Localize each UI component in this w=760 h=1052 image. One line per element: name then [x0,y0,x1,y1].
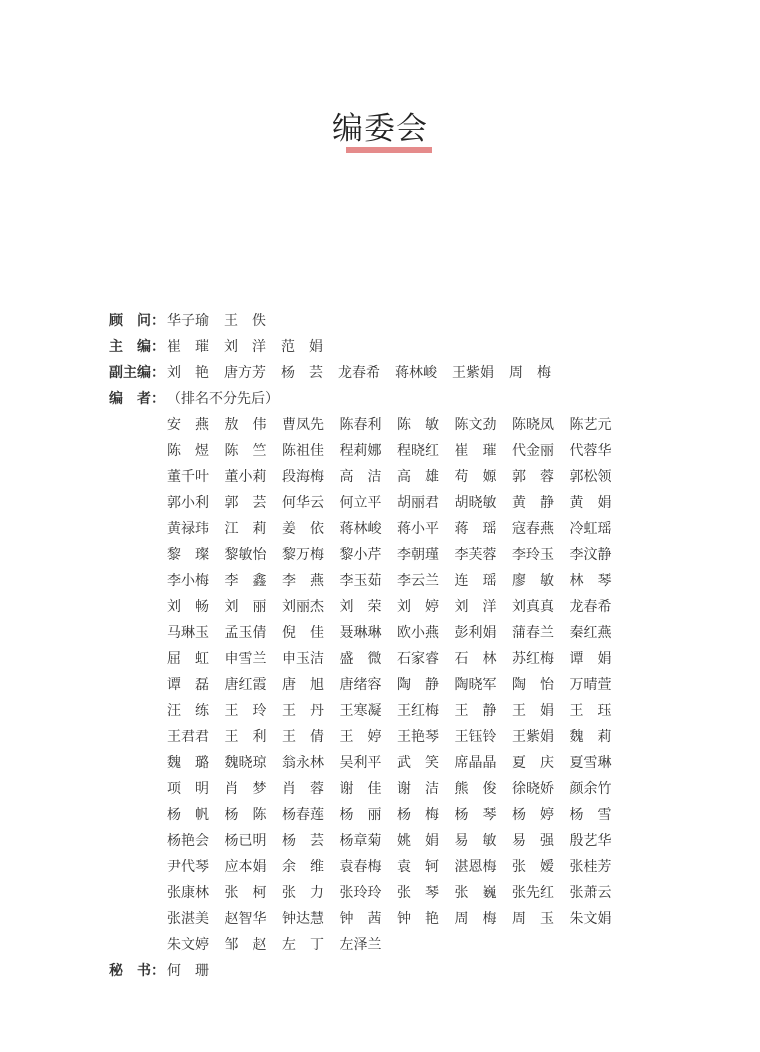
editor-name: 王 玲 [224,703,267,719]
role-row-chief-editor [109,334,629,360]
editor-name: 林 琴 [569,573,612,589]
editor-name: 李 燕 [282,573,324,589]
editor-name: 魏 璐 [167,755,209,771]
editor-name: 夏雪琳 [569,755,612,771]
editor-name: 杨 琴 [454,807,497,823]
editor-name: 寇春燕 [512,521,554,537]
editor-name: 张湛美 [167,911,209,927]
editor-name: 苏红梅 [512,651,554,667]
editors-grid [167,412,629,958]
person-name: 周 梅 [509,365,551,381]
editor-name: 刘真真 [512,599,554,615]
editor-name: 李芙蓉 [454,547,497,563]
editor-name: 张桂芳 [569,859,612,875]
editor-name: 熊 俊 [454,781,497,797]
editor-name: 刘 洋 [454,599,497,615]
editor-name: 邹 赵 [224,937,267,953]
editor-name: 王 珏 [569,703,612,719]
editor-name: 郭松领 [569,469,612,485]
editor-name: 尹代琴 [167,859,209,875]
editor-name: 王寒凝 [339,703,382,719]
role-names [167,308,281,334]
editor-name: 黎小芹 [339,547,382,563]
editor-name: 张先红 [512,885,554,901]
editor-name: 黄 娟 [569,495,612,511]
editor-name: 龙春希 [569,599,612,615]
editor-name: 江 莉 [224,521,267,537]
editor-name: 石家睿 [397,651,439,667]
editor-name: 钟 茜 [339,911,382,927]
role-row-secretary [109,958,629,984]
editor-name: 张 柯 [224,885,267,901]
role-row-advisor [109,308,629,334]
editor-name: 王 利 [224,729,267,745]
person-name: 王紫娟 [452,365,494,381]
editor-name: 杨章菊 [339,833,382,849]
editor-name: 郭 芸 [224,495,267,511]
editor-name: 蒋林峻 [339,521,382,537]
editor-name: 陈文劲 [454,417,497,433]
editor-name: 陶 怡 [512,677,554,693]
editor-name: 钟达慧 [282,911,324,927]
editor-name: 张玲玲 [339,885,382,901]
role-label: 编 者： [109,391,165,407]
editor-name: 杨 帆 [167,807,209,823]
editor-name: 何立平 [339,495,382,511]
editor-name: 杨 梅 [397,807,439,823]
editor-name: 王紫娟 [512,729,554,745]
editor-name: 申玉洁 [282,651,324,667]
editor-name: 王 静 [454,703,497,719]
editor-name: 胡丽君 [397,495,439,511]
editor-name: 张康林 [167,885,209,901]
editor-name: 敖 伟 [224,417,267,433]
editor-name: 夏 庆 [512,755,554,771]
editor-name: 杨已明 [224,833,267,849]
editor-name: 陶晓军 [454,677,497,693]
editor-name: 周 玉 [512,911,554,927]
editor-name: 段海梅 [282,469,324,485]
editor-name: 高 洁 [339,469,382,485]
editor-name: 颜余竹 [569,781,612,797]
editor-name: 易 强 [512,833,554,849]
role-label: 秘 书： [109,963,165,979]
editor-name: 陈晓凤 [512,417,554,433]
person-name: 唐方芳 [224,365,266,381]
editor-name: 席晶晶 [454,755,497,771]
editor-name: 张 嫒 [512,859,554,875]
person-name: 华子瑜 [167,313,209,329]
editor-name: 张 力 [282,885,324,901]
person-name: 刘 艳 [167,365,209,381]
editor-name: 朱文娟 [569,911,612,927]
editor-name: 苟 嫄 [454,469,497,485]
person-name: 王 佚 [224,313,266,329]
editor-name: 李玉茹 [339,573,382,589]
editor-name: 姜 依 [282,521,324,537]
editor-name: 高 雄 [397,469,439,485]
editor-name: 代金丽 [512,443,554,459]
editor-name: 张 琴 [397,885,439,901]
editor-name: 袁 轲 [397,859,439,875]
editor-name: 汪 练 [167,703,209,719]
editor-name: 廖 敏 [512,573,554,589]
editor-name: 蒋 瑶 [454,521,497,537]
committee-list [109,308,629,984]
editor-name: 盛 微 [339,651,382,667]
editor-name: 曹凤先 [282,417,324,433]
editor-name: 李玲玉 [512,547,554,563]
person-name: 杨 芸 [281,365,323,381]
editor-name: 万晴萱 [569,677,612,693]
editor-name: 谢 洁 [397,781,439,797]
editor-name: 连 瑶 [454,573,497,589]
editor-name: 黄 静 [512,495,554,511]
editor-name: 张 巍 [454,885,497,901]
role-names [167,360,566,386]
editor-name: 秦红燕 [569,625,612,641]
editor-name: 朱文婷 [167,937,209,953]
role-label: 主 编： [109,339,165,355]
editor-name: 蒋小平 [397,521,439,537]
editor-name: 欧小燕 [397,625,439,641]
role-row-editors [109,386,629,412]
editor-name: 王钰铃 [454,729,497,745]
editor-name: 唐绪容 [339,677,382,693]
editor-name: 刘 婷 [397,599,439,615]
editor-name: 杨 丽 [339,807,382,823]
person-name: 龙春希 [338,365,380,381]
editor-name: 唐红霞 [224,677,267,693]
editor-name: 王 丹 [282,703,324,719]
editor-name: 屈 虹 [167,651,209,667]
editor-name: 陈 竺 [224,443,267,459]
editor-name: 刘 畅 [167,599,209,615]
editor-name: 钟 艳 [397,911,439,927]
editor-name: 陶 静 [397,677,439,693]
editor-name: 肖 蓉 [282,781,324,797]
editor-name: 王 娟 [512,703,554,719]
editor-name: 黎敏怡 [224,547,267,563]
editor-name: 石 林 [454,651,497,667]
editor-name: 陈艺元 [569,417,612,433]
editor-name: 黎万梅 [282,547,324,563]
editor-name: 余 维 [282,859,324,875]
editor-name: 王红梅 [397,703,439,719]
editor-name: 杨 陈 [224,807,267,823]
editor-name: 蒲春兰 [512,625,554,641]
person-name: 范 娟 [281,339,323,355]
editor-name: 董千叶 [167,469,209,485]
person-name: 刘 洋 [224,339,266,355]
editor-name: 杨 芸 [282,833,324,849]
editor-name: 魏晓琼 [224,755,267,771]
editor-name: 杨 婷 [512,807,554,823]
editor-name: 肖 梦 [224,781,267,797]
editor-name: 殷艺华 [569,833,612,849]
editor-name: 袁春梅 [339,859,382,875]
editor-name: 郭小利 [167,495,209,511]
role-names [167,334,338,360]
editor-name: 周 梅 [454,911,497,927]
editor-name: 姚 娟 [397,833,439,849]
editor-name: 吴利平 [339,755,382,771]
editor-name: 项 明 [167,781,209,797]
role-label: 副主编： [109,365,165,381]
editor-name: 崔 璀 [454,443,497,459]
editor-name: 武 笑 [397,755,439,771]
editor-name: 董小莉 [224,469,267,485]
editor-name: 胡晓敏 [454,495,497,511]
page-title: 编委会 [332,111,428,147]
editor-name: 魏 莉 [569,729,612,745]
editors-note: （排名不分先后） [167,391,279,407]
editor-name: 易 敏 [454,833,497,849]
role-row-deputy-editor [109,360,629,386]
editor-name: 冷虹瑶 [569,521,612,537]
editor-name: 谢 佳 [339,781,382,797]
editor-name: 程晓红 [397,443,439,459]
editor-name: 申雪兰 [224,651,267,667]
role-label: 顾 问： [109,313,165,329]
editor-name: 杨春莲 [282,807,324,823]
editor-name: 郭 蓉 [512,469,554,485]
title-underline [346,147,432,153]
editor-name: 聂琳琳 [339,625,382,641]
editor-name: 杨 雪 [569,807,612,823]
editor-name: 李朝瑾 [397,547,439,563]
editor-name: 刘丽杰 [282,599,324,615]
editor-name: 马琳玉 [167,625,209,641]
editor-name: 李云兰 [397,573,439,589]
editor-name: 黄禄玮 [167,521,209,537]
editor-name: 湛恩梅 [454,859,497,875]
editor-name: 谭 磊 [167,677,209,693]
editor-name: 倪 佳 [282,625,324,641]
editor-name: 王艳琴 [397,729,439,745]
editor-name: 王 婷 [339,729,382,745]
secretary-name: 何 珊 [167,963,209,979]
editor-name: 陈祖佳 [282,443,324,459]
editor-name: 李汶静 [569,547,612,563]
editor-name: 张萧云 [569,885,612,901]
role-names [167,958,224,984]
editor-name: 应本娟 [224,859,267,875]
editor-name: 陈 敏 [397,417,439,433]
person-name: 崔 璀 [167,339,209,355]
editor-name: 黎 璨 [167,547,209,563]
editor-name: 刘 丽 [224,599,267,615]
editor-name: 李小梅 [167,573,209,589]
editor-name: 陈 煜 [167,443,209,459]
editor-name: 安 燕 [167,417,209,433]
editor-name: 谭 娟 [569,651,612,667]
editor-name: 王君君 [167,729,209,745]
editor-name: 徐晓娇 [512,781,554,797]
editor-name: 代蓉华 [569,443,612,459]
editor-name: 陈春利 [339,417,382,433]
editor-name: 杨艳会 [167,833,209,849]
person-name: 蒋林峻 [395,365,437,381]
editor-name: 何华云 [282,495,324,511]
editor-name: 程莉娜 [339,443,382,459]
editor-name: 赵智华 [224,911,267,927]
editor-name: 孟玉倩 [224,625,267,641]
editor-name: 刘 荣 [339,599,382,615]
editor-name: 唐 旭 [282,677,324,693]
editor-name: 翁永林 [282,755,324,771]
editor-name: 彭利娟 [454,625,497,641]
editor-name: 左 丁 [282,937,324,953]
editor-name: 王 倩 [282,729,324,745]
editor-name: 左泽兰 [339,937,382,953]
editor-name: 李 鑫 [224,573,267,589]
